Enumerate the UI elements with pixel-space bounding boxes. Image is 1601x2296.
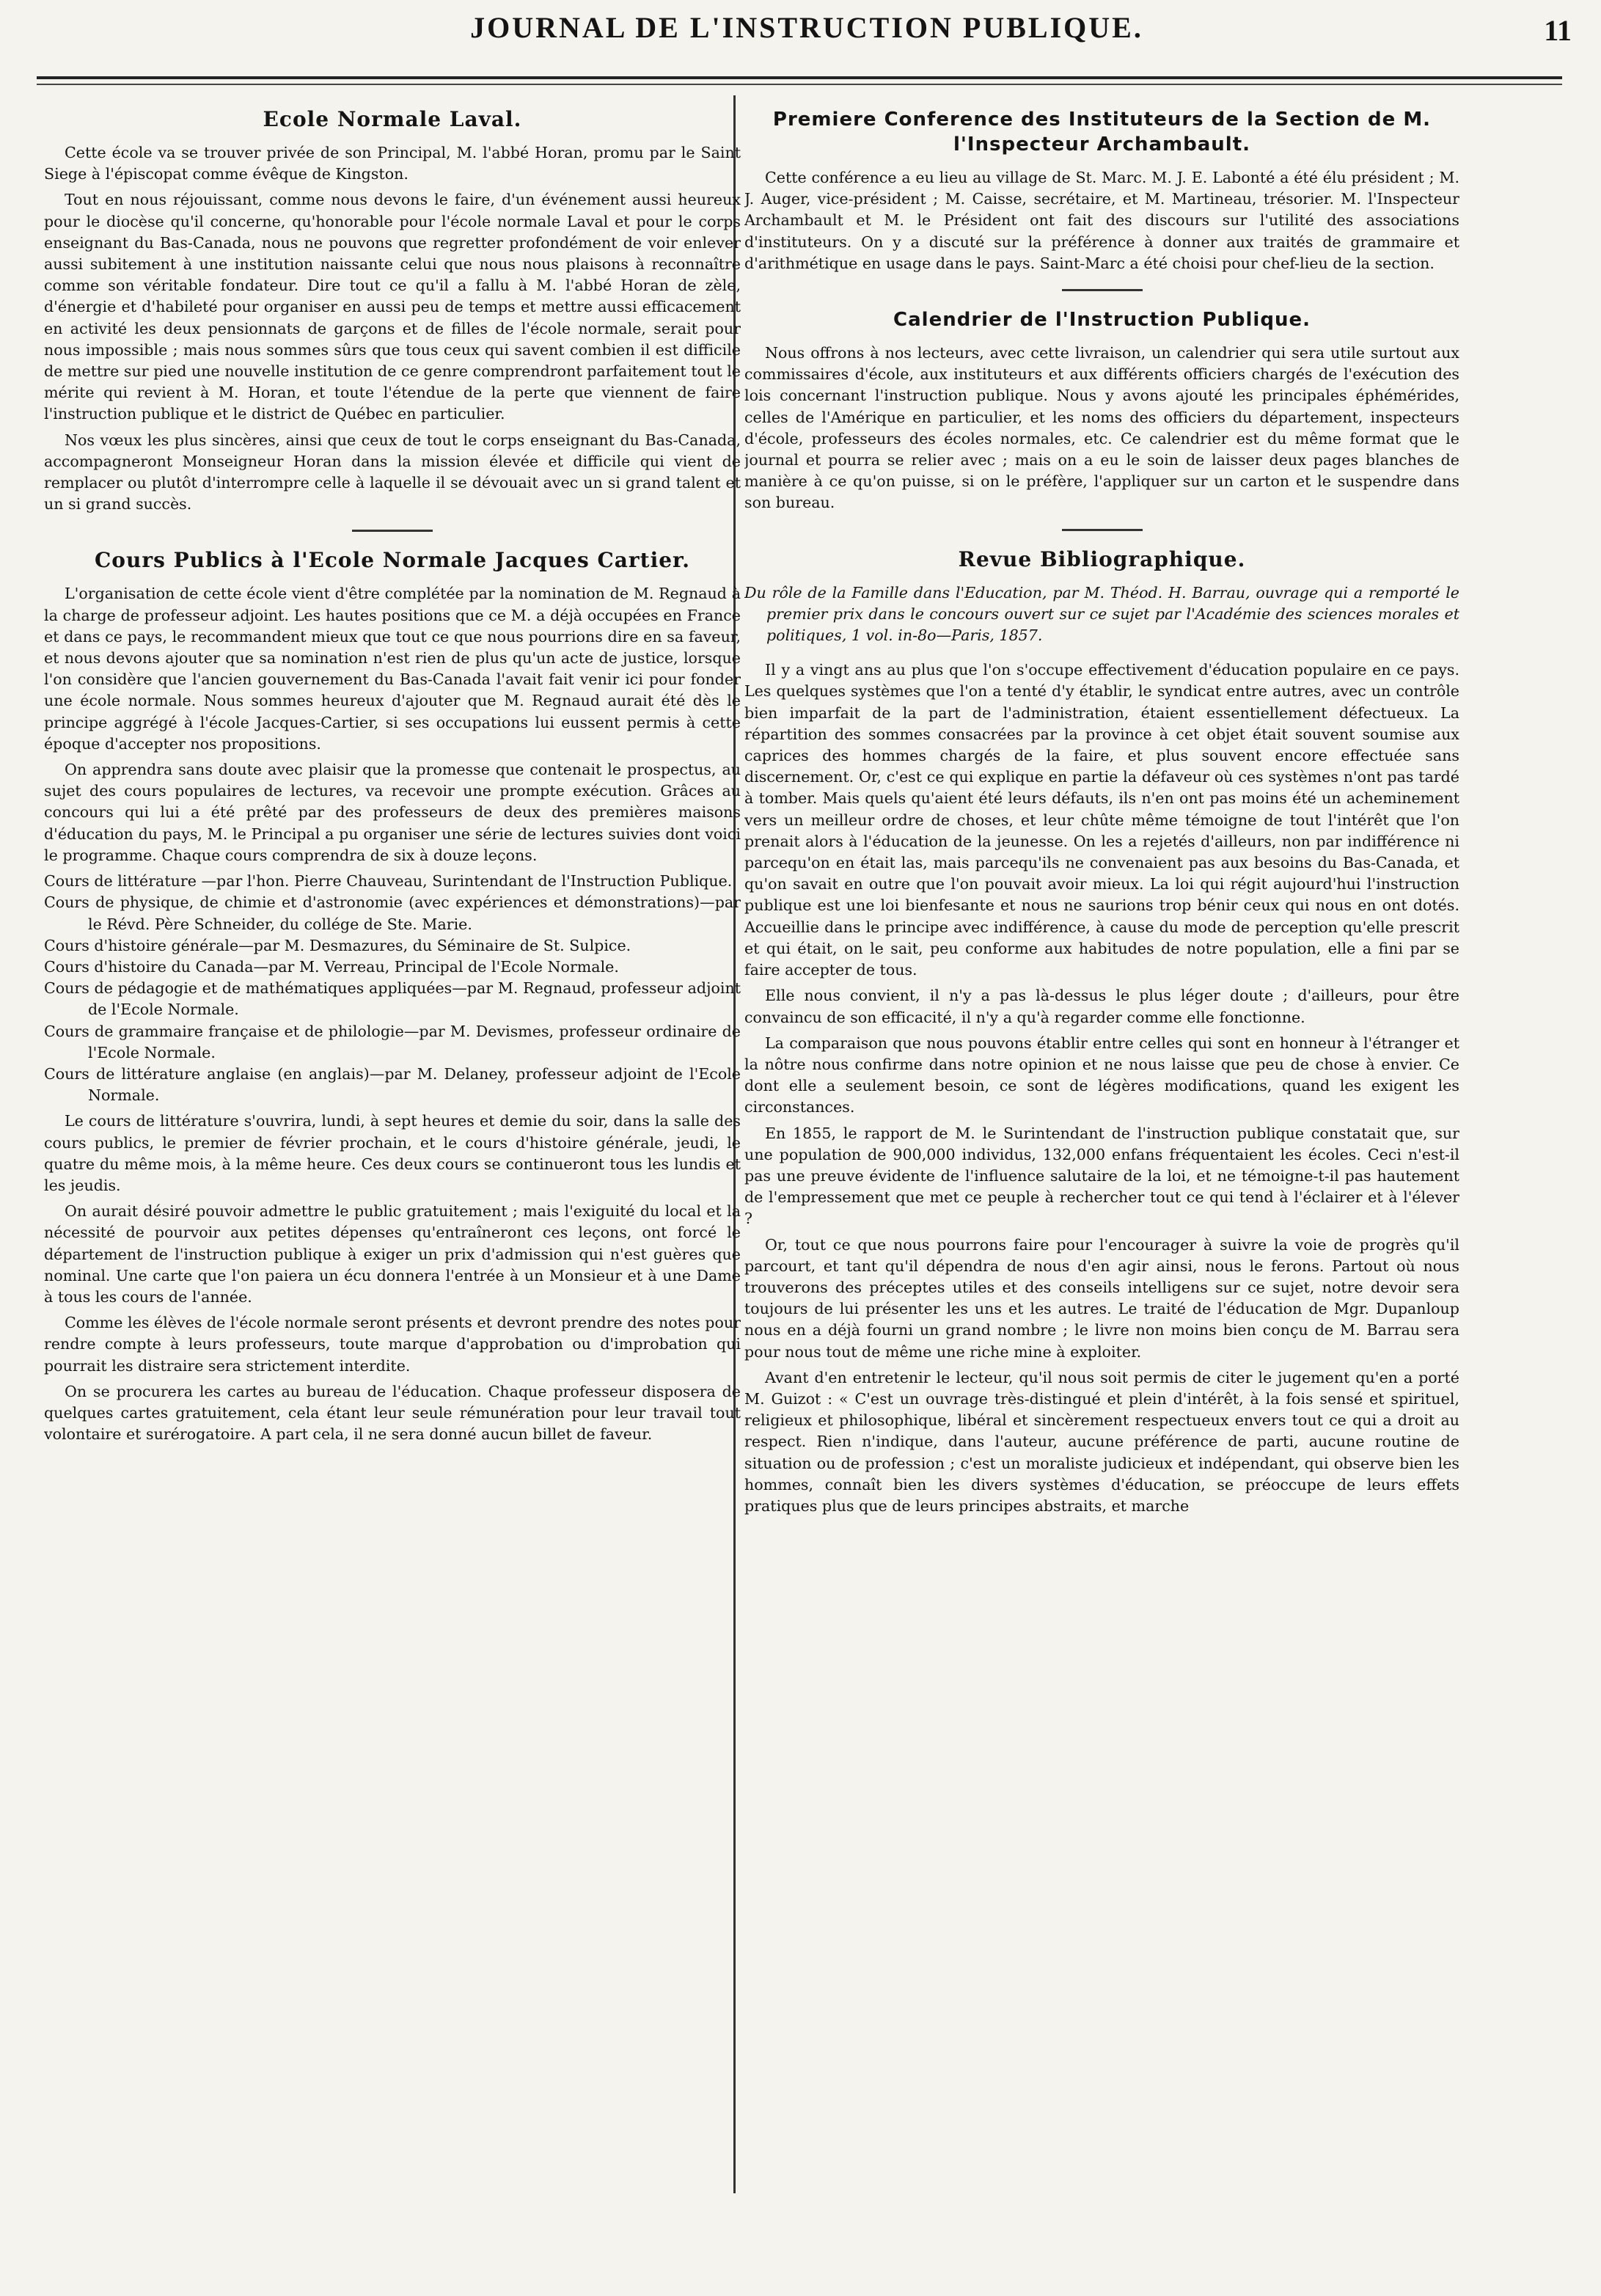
paragraph: Le cours de littérature s'ouvrira, lundi, à sept heures et demie du soir, dans la salle des cours publics, le premier de février prochain, et le cours d'histoire générale, jeudi, le quatre du même mois, à la même heure. Ces deux cours se continueront tous les lundis et les jeudis.: [44, 1112, 741, 1194]
paragraph: Comme les élèves de l'école normale seront présents et devront prendre des notes pour rendre compte à leurs professeurs, toute marque d'approbation ou d'improbation qui pourrait les distraire sera strictement interdite.: [44, 1314, 741, 1375]
paragraph: On apprendra sans doute avec plaisir que la promesse que contenait le prospectus, au sujet des cours populaires de lectures, va recevoir une prompte exécution. Grâces au concours qui lui a été prêté par des professeurs de deux des premières maisons d'éducation du pays, M. le Principal a pu organiser une série de lectures suivies dont voici le programme. Chaque cours comprendra de six à douze leçons.: [44, 761, 741, 864]
paragraph: Nos vœux les plus sincères, ainsi que ceux de tout le corps enseignant du Bas-Canada, accompagneront Monseigneur Horan dans la mission élevée et difficile qui vient de remplacer ou plutôt d'interrompre celle à laquelle il se dévouait avec un si grand talent et un si grand succès.: [44, 431, 741, 513]
article-calendrier: [744, 307, 1459, 514]
paragraph: Il y a vingt ans au plus que l'on s'occupe effectivement d'éducation populaire en ce pays. Les quelques systèmes que l'on a tenté d'y établir, le syndicat entre autres, avec un contrôle bien imparfait de la part de l'administration, étaient essentiellement défectueux. La répartition des sommes consacrées par la province à cet objet était souvent soumise aux caprices des hommes chargés de la faire, et plus souvent encore effectuée sans discernement. Or, c'est ce qui explique en partie la défaveur où ces systèmes n'ont pas tardé à tomber. Mais quels qu'aient été leurs défauts, ils n'en ont pas moins été un acheminement vers un meilleur ordre de choses, et leur chûte même témoigne de tout l'intérêt que l'on prenait alors à l'éducation de la jeunesse. On les a rejetés d'ailleurs, non par indifférence ni parcequ'on en était las, mais parcequ'ils ne convenaient pas aux besoins du Bas-Canada, et qu'on savait en outre que l'on pouvait avoir mieux. La loi qui régit aujourd'hui l'instruction publique est une loi bienfesante et nous ne saurions trop bénir ceux qui nous en ont dotés. Accueillie dans le principe avec indifférence, à cause du mode de perception qu'elle prescrit et qui était, on le sait, peu conforme aux habitudes de notre population, elle a fini par se faire accepter de tous.: [744, 661, 1459, 979]
paragraph: Cette école va se trouver privée de son Principal, M. l'abbé Horan, promu par le Saint Siege à l'épiscopat comme évêque de Kingston.: [44, 144, 741, 183]
paragraph: La comparaison que nous pouvons établir entre celles qui sont en honneur à l'étranger et la nôtre nous confirme dans notre opinion et ne nous laisse que peu de chose à envier. Ce dont elle a seulement besoin, ce sont de légères modifications, quand les exigent les circonstances.: [744, 1034, 1459, 1116]
left-column: [44, 103, 741, 2230]
article-revue-bibliographique: [744, 547, 1459, 1518]
article-title: Cours Publics à l'Ecole Normale Jacques Cartier.: [95, 548, 690, 573]
page-number: 11: [1544, 14, 1572, 47]
list-item: Cours de pédagogie et de mathématiques appliquées—par M. Regnaud, professeur adjoint de l'Ecole Normale.: [44, 979, 741, 1019]
article-title: Calendrier de l'Instruction Publique.: [893, 309, 1311, 332]
list-item: Cours d'histoire du Canada—par M. Verreau, Principal de l'Ecole Normale.: [44, 957, 619, 976]
list-item: Cours de physique, de chimie et d'astronomie (avec expériences et démonstrations)—par le Révd. Père Schneider, du collége de Ste. Marie.: [44, 893, 741, 933]
paragraph: Tout en nous réjouissant, comme nous devons le faire, d'un événement aussi heureux pour le diocèse qu'il concerne, qu'honorable pour l'école normale Laval et pour le corps enseignant du Bas-Canada, nous ne pouvons que regretter profondément de voir enlever aussi subitement à une institution naissante celui que nous nous plaisons à reconnaître comme son véritable fondateur. Dire tout ce qu'il a fallu à M. l'abbé Horan de zèle, d'énergie et d'habileté pour organiser en aussi peu de temps et mettre aussi efficacement en activité les deux pensionnats de garçons et de filles de l'école normale, serait pour nous impossible ; mais nous sommes sûrs que tous ceux qui savent combien il est difficile de mettre sur pied une nouvelle institution de ce genre comprendront parfaitement tout le mérite qui revient à M. Horan, et toute l'étendue de la perte que viennent de faire l'instruction publique et le district de Québec en particulier.: [44, 191, 741, 423]
paragraph: Avant d'en entretenir le lecteur, qu'il nous soit permis de citer le jugement qu'en a porté M. Guizot : « C'est un ouvrage très-distingué et plein d'intérêt, à la fois sensé et spirituel, religieux et philosophique, libéral et sincèrement respectueux envers tout ce qui a droit au respect. Rien n'indique, dans l'auteur, aucune préférence de parti, aucune routine de situation ou de profession ; c'est un moraliste judicieux et indépendant, qui observe bien les hommes, connaît bien les divers systèmes d'éducation, se préoccupe de leurs effets pratiques plus que de leurs principes abstraits, et marche: [744, 1368, 1459, 1515]
list-item: Cours de grammaire française et de philologie—par M. Devismes, professeur ordinaire de l'Ecole Normale.: [44, 1022, 741, 1061]
list-item: Cours de littérature anglaise (en anglais)—par M. Delaney, professeur adjoint de l'Ecole Normale.: [44, 1064, 741, 1105]
header-rule: [37, 76, 1562, 79]
article-premiere-conference: [744, 107, 1459, 274]
article-title: Ecole Normale Laval.: [263, 107, 522, 131]
paragraph: On se procurera les cartes au bureau de l'éducation. Chaque professeur disposera de quelques cartes gratuitement, cela étant leur seule rémunération pour leur travail tout volontaire et surérogatoire. A part cela, il ne sera donné aucun billet de faveur.: [44, 1382, 741, 1444]
right-column: [744, 103, 1459, 2230]
header-rule-thin: [37, 84, 1562, 85]
list-item: Cours d'histoire générale—par M. Desmazures, du Séminaire de St. Sulpice.: [44, 936, 631, 954]
paragraph: Cette conférence a eu lieu au village de St. Marc. M. J. E. Labonté a été élu président ; M. J. Auger, vice-président ; M. Caisse, secrétaire, et M. Martineau, trésorier. M. l'Inspecteur Archambault et M. le Président ont fait des discours sur l'utilité des associations d'instituteurs. On y a discuté sur la préférence à donner aux traités de grammaire et d'arithmétique en usage dans le pays. Saint-Marc a été choisi pour chef-lieu de la section.: [744, 169, 1459, 272]
section-separator: [1062, 289, 1143, 291]
paragraph: L'organisation de cette école vient d'être complétée par la nomination de M. Regnaud à la charge de professeur adjoint. Les hautes positions que ce M. a déjà occupées en France et dans ce pays, le recommandent mieux que tout ce que nous pourrions dire en sa faveur, et nous devons ajouter que sa nomination n'est rien de plus qu'un acte de justice, lorsque l'on considère que l'ancien gouvernement du Bas-Canada l'avait fait venir ici pour fonder une école normale. Nous sommes heureux d'ajouter que M. Regnaud aurait été dès le principe aggrégé à l'école Jacques-Cartier, si ses occupations lui eussent permis à cette époque d'accepter nos propositions.: [44, 585, 741, 753]
article-cours-publics: [44, 548, 741, 1445]
article-ecole-normale-laval: [44, 107, 741, 515]
section-separator: [1062, 529, 1143, 531]
article-title: Premiere Conference des Instituteurs de la Section de M. l'Inspecteur Archambault.: [772, 109, 1432, 156]
paragraph: Or, tout ce que nous pourrons faire pour l'encourager à suivre la voie de progrès qu'il parcourt, et tant qu'il dépendra de nous d'en agir ainsi, nous le ferons. Partout où nous trouverons des préceptes utiles et des conseils intelligens sur ce sujet, notre devoir sera toujours de lui présenter les uns et les autres. Le traité de l'éducation de Mgr. Dupanloup nous en a déjà fourni un grand nombre ; le livre non moins bien conçu de M. Barrau sera pour nous tout de même une riche mine à exploiter.: [744, 1235, 1459, 1361]
section-separator: [352, 530, 433, 532]
paragraph: Nous offrons à nos lecteurs, avec cette livraison, un calendrier qui sera utile surtout aux commissaires d'école, aux instituteurs et aux différents officiers chargés de l'exécution des lois concernant l'instruction publique. Nous y avons ajouté les principales éphémérides, celles de l'Amérique en particulier, et les noms des officiers du département, inspecteurs d'école, professeurs des écoles normales, etc. Ce calendrier est du même format que le journal et pourra se relier avec ; mais on a eu le soin de laisser deux pages blanches de manière à ce qu'on puisse, si on le préfère, l'appliquer sur un carton et le suspendre dans son bureau.: [744, 344, 1459, 512]
list-item: Cours de littérature —par l'hon. Pierre Chauveau, Surintendant de l'Instruction Publique.: [44, 872, 733, 891]
running-head: JOURNAL DE L'INSTRUCTION PUBLIQUE.: [470, 11, 1143, 44]
article-title: Revue Bibliographique.: [958, 546, 1246, 571]
paragraph: En 1855, le rapport de M. le Surintendant de l'instruction publique constatait que, sur une population de 900,000 individus, 132,000 enfans fréquentaient les écoles. Ceci n'est-il pas une preuve évidente de l'influence salutaire de la loi, et ne témoigne-t-il pas hautement de l'empressement que met ce peuple à rechercher tout ce qui tend à l'éclairer et à l'élever ?: [744, 1124, 1459, 1228]
paragraph: Elle nous convient, il n'y a pas là-dessus le plus léger doute ; d'ailleurs, pour être convaincu de son efficacité, il n'y a qu'à regarder comme elle fonctionne.: [744, 987, 1459, 1026]
paragraph: On aurait désiré pouvoir admettre le public gratuitement ; mais l'exiguité du local et la nécessité de pourvoir aux petites dépenses qu'entraîneront ces leçons, ont forcé le département de l'instruction publique à exiger un prix d'admission qui n'est guères que nominal. Une carte que l'on paiera un écu donnera l'entrée à un Monsieur et à une Dame à tous les cours de l'année.: [44, 1202, 741, 1306]
bibliographic-reference: Du rôle de la Famille dans l'Education, par M. Théod. H. Barrau, ouvrage qui a remporté le premier prix dans le concours ouvert sur ce sujet par l'Académie des sciences morales et politiques, 1 vol. in-8o—Paris, 1857.: [744, 583, 1459, 645]
course-list: [44, 871, 741, 1106]
